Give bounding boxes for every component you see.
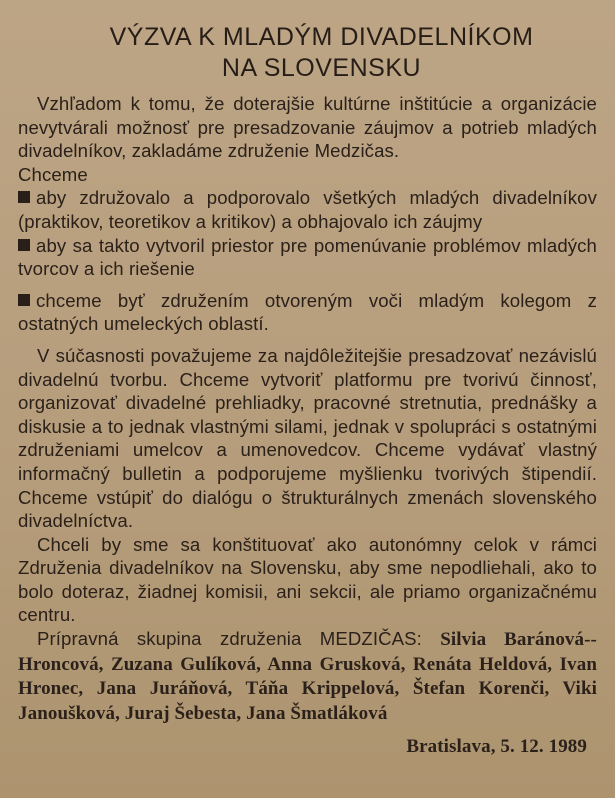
bullet-text: aby sa takto vytvoril priestor pre pomenúvanie problémov mladých tvorcov a ich riešenie: [18, 234, 597, 280]
article-title: [18, 22, 597, 84]
place-date: Bratislava, 5. 12. 1989: [406, 736, 587, 758]
paragraph-3: Chceli by sme sa konštituovať ako autonómny celok v rámci Združenia divadelníkov na Slovensku, aby sme nepodliehali, ako to bolo doteraz, žiadnej komisii, ani sekcii, ale priamo organizačnému centru.: [18, 533, 597, 626]
bullet-item: [18, 186, 597, 233]
chceme-heading: Chceme: [18, 163, 88, 185]
signatories-intro: Prípravná skupina združenia MEDZIČAS:: [37, 628, 422, 650]
title-line-2: NA SLOVENSKU: [221, 54, 422, 82]
paragraph-2: V súčasnosti považujeme za najdôležitejšie presadzovať nezávislú divadelnú tvorbu. Chceme vytvoriť platformu pre tvorivú činnosť, organizovať divadelné prehliadky, pracovné stretnutia, prednášky a diskusie a to jednak vlastnými silami, jednak v spolupráci s ostatnými združeniami umelcov a umenovedcov. Chceme vydávať vlastný informačný bulletin a podporujeme myšlienku tvorivých štipendií. Chceme vstúpiť do dialógu o štrukturálnych zmenách slovenského divadelníctva.: [18, 344, 597, 532]
bullet-text: chceme byť združením otvoreným voči mladým kolegom z ostatných umeleckých oblastí.: [18, 289, 597, 335]
square-bullet-icon: [18, 191, 30, 203]
bullet-item: [18, 234, 597, 281]
bullet-item: [18, 289, 597, 336]
intro-paragraph: Vzhľadom k tomu, že doterajšie kultúrne inštitúcie a organizácie nevytvárali možnosť pre presadzovanie záujmov a potrieb mladých divadelníkov, zakladáme združenie Medzičas.: [18, 93, 597, 162]
article-body: [18, 92, 597, 759]
signatories-names: Silvia Baránová--Hroncová, Zuzana Gulíková, Anna Grusková, Renáta Heldová, Ivan Hronec, Jana Juráňová, Táňa Krippelová, Štefan Korenči, Viki Janoušková, Juraj Šebesta, Jana Šmatláková: [18, 629, 597, 724]
signatories-paragraph: [18, 627, 597, 725]
title-line-1: VÝZVA K MLADÝM DIVADELNÍKOM: [109, 23, 534, 51]
bullet-text: aby združovalo a podporovalo všetkých mladých divadelníkov (praktikov, teoretikov a kritikov) a obhajovalo ich záujmy: [18, 187, 597, 232]
square-bullet-icon: [18, 239, 30, 251]
square-bullet-icon: [18, 294, 30, 306]
